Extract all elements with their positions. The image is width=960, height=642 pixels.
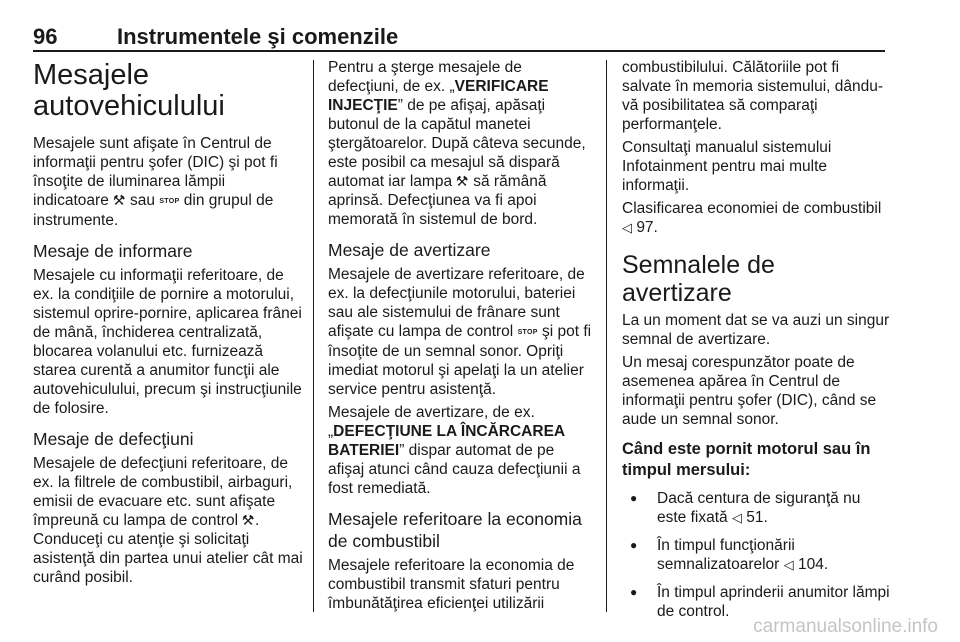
header-rule [33, 50, 885, 52]
page-ref-link[interactable]: 51. [746, 509, 768, 526]
warning-paragraph-2: Mesajele de avertizare, de ex. „DEFECŢIUNE LA ÎNCĂRCAREA BATERIEI” dispar automat de pe afişaj atunci când cauza defecţiunii a fost remediată. [328, 404, 581, 497]
watermark: carmanualsonline.info [753, 616, 938, 637]
heading-warning-signals: Semnalele de avertizare [622, 251, 775, 307]
list-item: ● În timpul aprinderii anumitor lămpi de control. [630, 583, 890, 621]
chapter-title: Instrumentele şi comenzile [117, 24, 399, 49]
bullet-list [622, 489, 890, 621]
page-ref-icon: ◁ [731, 510, 742, 525]
wrench-icon: ⚒ [242, 512, 255, 528]
page-ref-icon: ◁ [622, 220, 632, 235]
column-1 [33, 58, 303, 595]
fuel-economy-paragraph: Mesajele referitoare la economia de combustibil transmit sfaturi pentru îmbunătăţirea eficienţei utilizării [328, 557, 575, 612]
info-paragraph: Mesajele cu informaţii referitoare, de ex. la condiţiile de pornire a motorului, sistemul oprire-pornire, aplicarea frânei de mână, închiderea centralizată, blocarea volanului etc. furnizează starea curentă a anumitor funcţii ale autovehiculului, precum şi instrucţiunile de folosire. [33, 267, 302, 417]
page-ref-icon: ◁ [783, 557, 794, 572]
list-item: ● În timpul funcţionării semnalizatoarelor ◁ 104. [630, 536, 890, 574]
stop-icon: STOP [159, 198, 180, 205]
stop-icon: STOP [517, 329, 538, 336]
page-ref-link[interactable]: 97. [636, 219, 658, 236]
single-signal-paragraph: La un moment dat se va auzi un singur semnal de avertizare. [622, 312, 890, 348]
page-header [33, 24, 885, 50]
heading-fault-messages: Mesaje de defecţiuni [33, 429, 194, 449]
classification-paragraph: Clasificarea economiei de combustibil ◁ 97. [622, 200, 882, 236]
column-divider-1 [313, 60, 314, 612]
infotainment-paragraph: Consultaţi manualul sistemului Infotainment pentru mai multe informaţii. [622, 139, 832, 194]
wrench-icon: ⚒ [113, 192, 126, 208]
column-divider-2 [606, 60, 607, 612]
trips-paragraph: combustibilului. Călătoriile pot fi salvate în memoria sistemului, dându-vă posibilitatea să comparaţi performanţele. [622, 59, 884, 133]
wrench-icon: ⚒ [456, 173, 469, 189]
warning-paragraph: Mesajele de avertizare referitoare, de ex. la defecţiunile motorului, bateriei sau ale sistemului de frânare sunt afişate cu lampa de control STOP şi pot fi însoţite de un semnal sonor. Opriţi imediat motorul şi apelaţi la un atelier service pentru asistenţă. [328, 266, 592, 398]
page-ref-link[interactable]: 104. [797, 556, 829, 573]
heading-engine-running: Când este pornit motorul sau în timpul mersului: [622, 440, 871, 479]
dic-paragraph: Un mesaj corespunzător poate de asemenea apărea în Centrul de informaţii pentru şofer (DIC), când se aude un semnal sonor. [622, 354, 877, 428]
section-title: Mesajele autovehiculului [33, 59, 225, 122]
heading-info-messages: Mesaje de informare [33, 241, 193, 261]
fault-paragraph: Mesajele de defecţiuni referitoare, de ex. la filtrele de combustibil, airbaguri, emisii de evacuare etc. sunt afişate împreună cu lampa de control ⚒. Conduceţi cu atenţie şi solicitaţi asistenţă din partea unui atelier cât mai curând posibil. [33, 455, 303, 586]
heading-warning-messages: Mesaje de avertizare [328, 240, 491, 260]
heading-fuel-economy: Mesajele referitoare la economia de combustibil [328, 509, 582, 551]
column-3 [622, 58, 890, 630]
page-number: 96 [33, 24, 58, 49]
intro-paragraph: Mesajele sunt afişate în Centrul de informaţii pentru şofer (DIC) şi pot fi însoţite de iluminarea lămpii indicatoare ⚒ sau STOP din grupul de instrumente. [33, 135, 278, 229]
list-item: ● Dacă centura de siguranţă nu este fixată ◁ 51. [630, 489, 890, 527]
clear-faults-paragraph: Pentru a şterge mesajele de defecţiuni, de ex. „VERIFICARE INJECŢIE” de pe afişaj, apăsaţi butonul de la capătul manetei ştergătoarelor. După câteva secunde, este posibil ca mesajul să dispară automat iar lampa ⚒ să rămână aprinsă. Defecţiunea va fi apoi memorată în sistemul de bord. [328, 59, 586, 228]
column-2 [328, 58, 592, 621]
